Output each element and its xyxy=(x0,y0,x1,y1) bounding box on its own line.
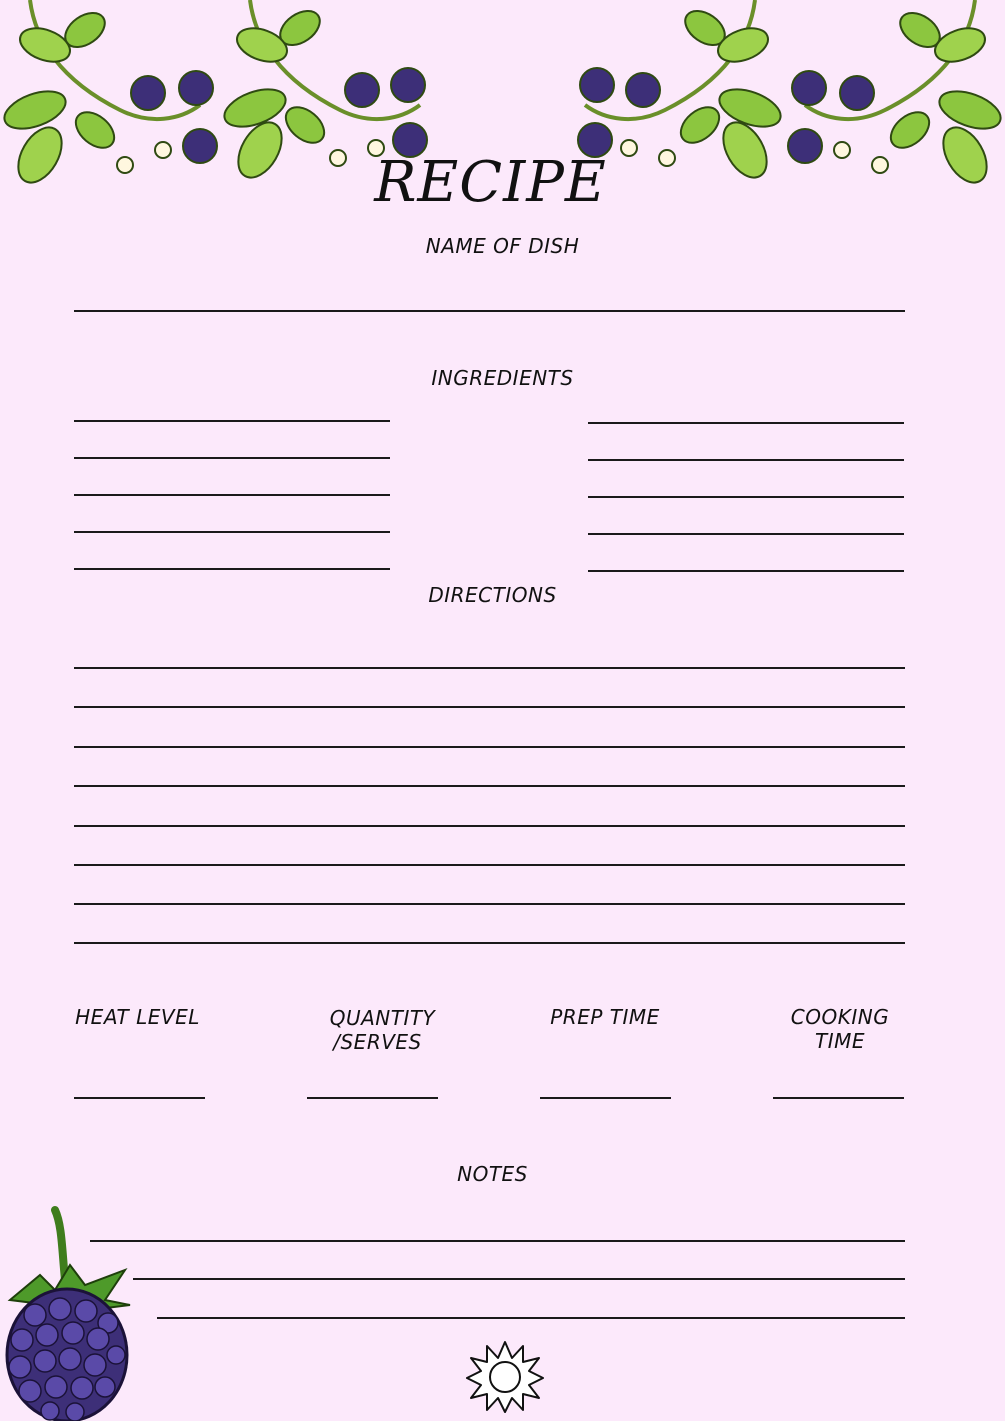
ingredient-line[interactable] xyxy=(74,494,390,496)
direction-line[interactable] xyxy=(74,706,905,708)
quantity-label-line2: /SERVES xyxy=(333,1030,422,1054)
blackberry-icon xyxy=(0,1205,135,1421)
notes-line[interactable] xyxy=(157,1317,905,1319)
quantity-label-line1: QUANTITY xyxy=(329,1006,436,1030)
ingredient-line[interactable] xyxy=(74,420,390,422)
direction-line[interactable] xyxy=(74,825,905,827)
name-of-dish-label: NAME OF DISH xyxy=(425,234,580,258)
direction-line[interactable] xyxy=(74,667,905,669)
prep-time-label: PREP TIME xyxy=(550,1005,660,1029)
prep-time-line[interactable] xyxy=(540,1097,671,1099)
ingredient-line[interactable] xyxy=(588,496,904,498)
heat-level-label: HEAT LEVEL xyxy=(75,1005,200,1029)
quantity-label xyxy=(300,1006,465,1054)
direction-line[interactable] xyxy=(74,746,905,748)
cooking-time-line[interactable] xyxy=(773,1097,904,1099)
cooking-time-label xyxy=(760,1005,920,1053)
directions-label: DIRECTIONS xyxy=(428,583,557,607)
ingredient-line[interactable] xyxy=(588,422,904,424)
ingredient-line[interactable] xyxy=(588,459,904,461)
notes-line[interactable] xyxy=(90,1240,905,1242)
quantity-line[interactable] xyxy=(307,1097,438,1099)
notes-label: NOTES xyxy=(457,1162,528,1186)
notes-line[interactable] xyxy=(133,1278,905,1280)
direction-line[interactable] xyxy=(74,864,905,866)
name-of-dish-line[interactable] xyxy=(74,310,905,312)
sun-flower-icon xyxy=(467,1340,543,1414)
ingredient-line[interactable] xyxy=(74,531,390,533)
ingredient-line[interactable] xyxy=(588,533,904,535)
ingredients-label: INGREDIENTS xyxy=(431,366,574,390)
page-title: RECIPE xyxy=(374,150,607,215)
heat-level-line[interactable] xyxy=(74,1097,205,1099)
direction-line[interactable] xyxy=(74,942,905,944)
direction-line[interactable] xyxy=(74,903,905,905)
cooking-time-label-line2: TIME xyxy=(814,1029,865,1053)
ingredient-line[interactable] xyxy=(74,457,390,459)
direction-line[interactable] xyxy=(74,785,905,787)
cooking-time-label-line1: COOKING xyxy=(790,1005,890,1029)
ingredient-line[interactable] xyxy=(74,568,390,570)
ingredient-line[interactable] xyxy=(588,570,904,572)
